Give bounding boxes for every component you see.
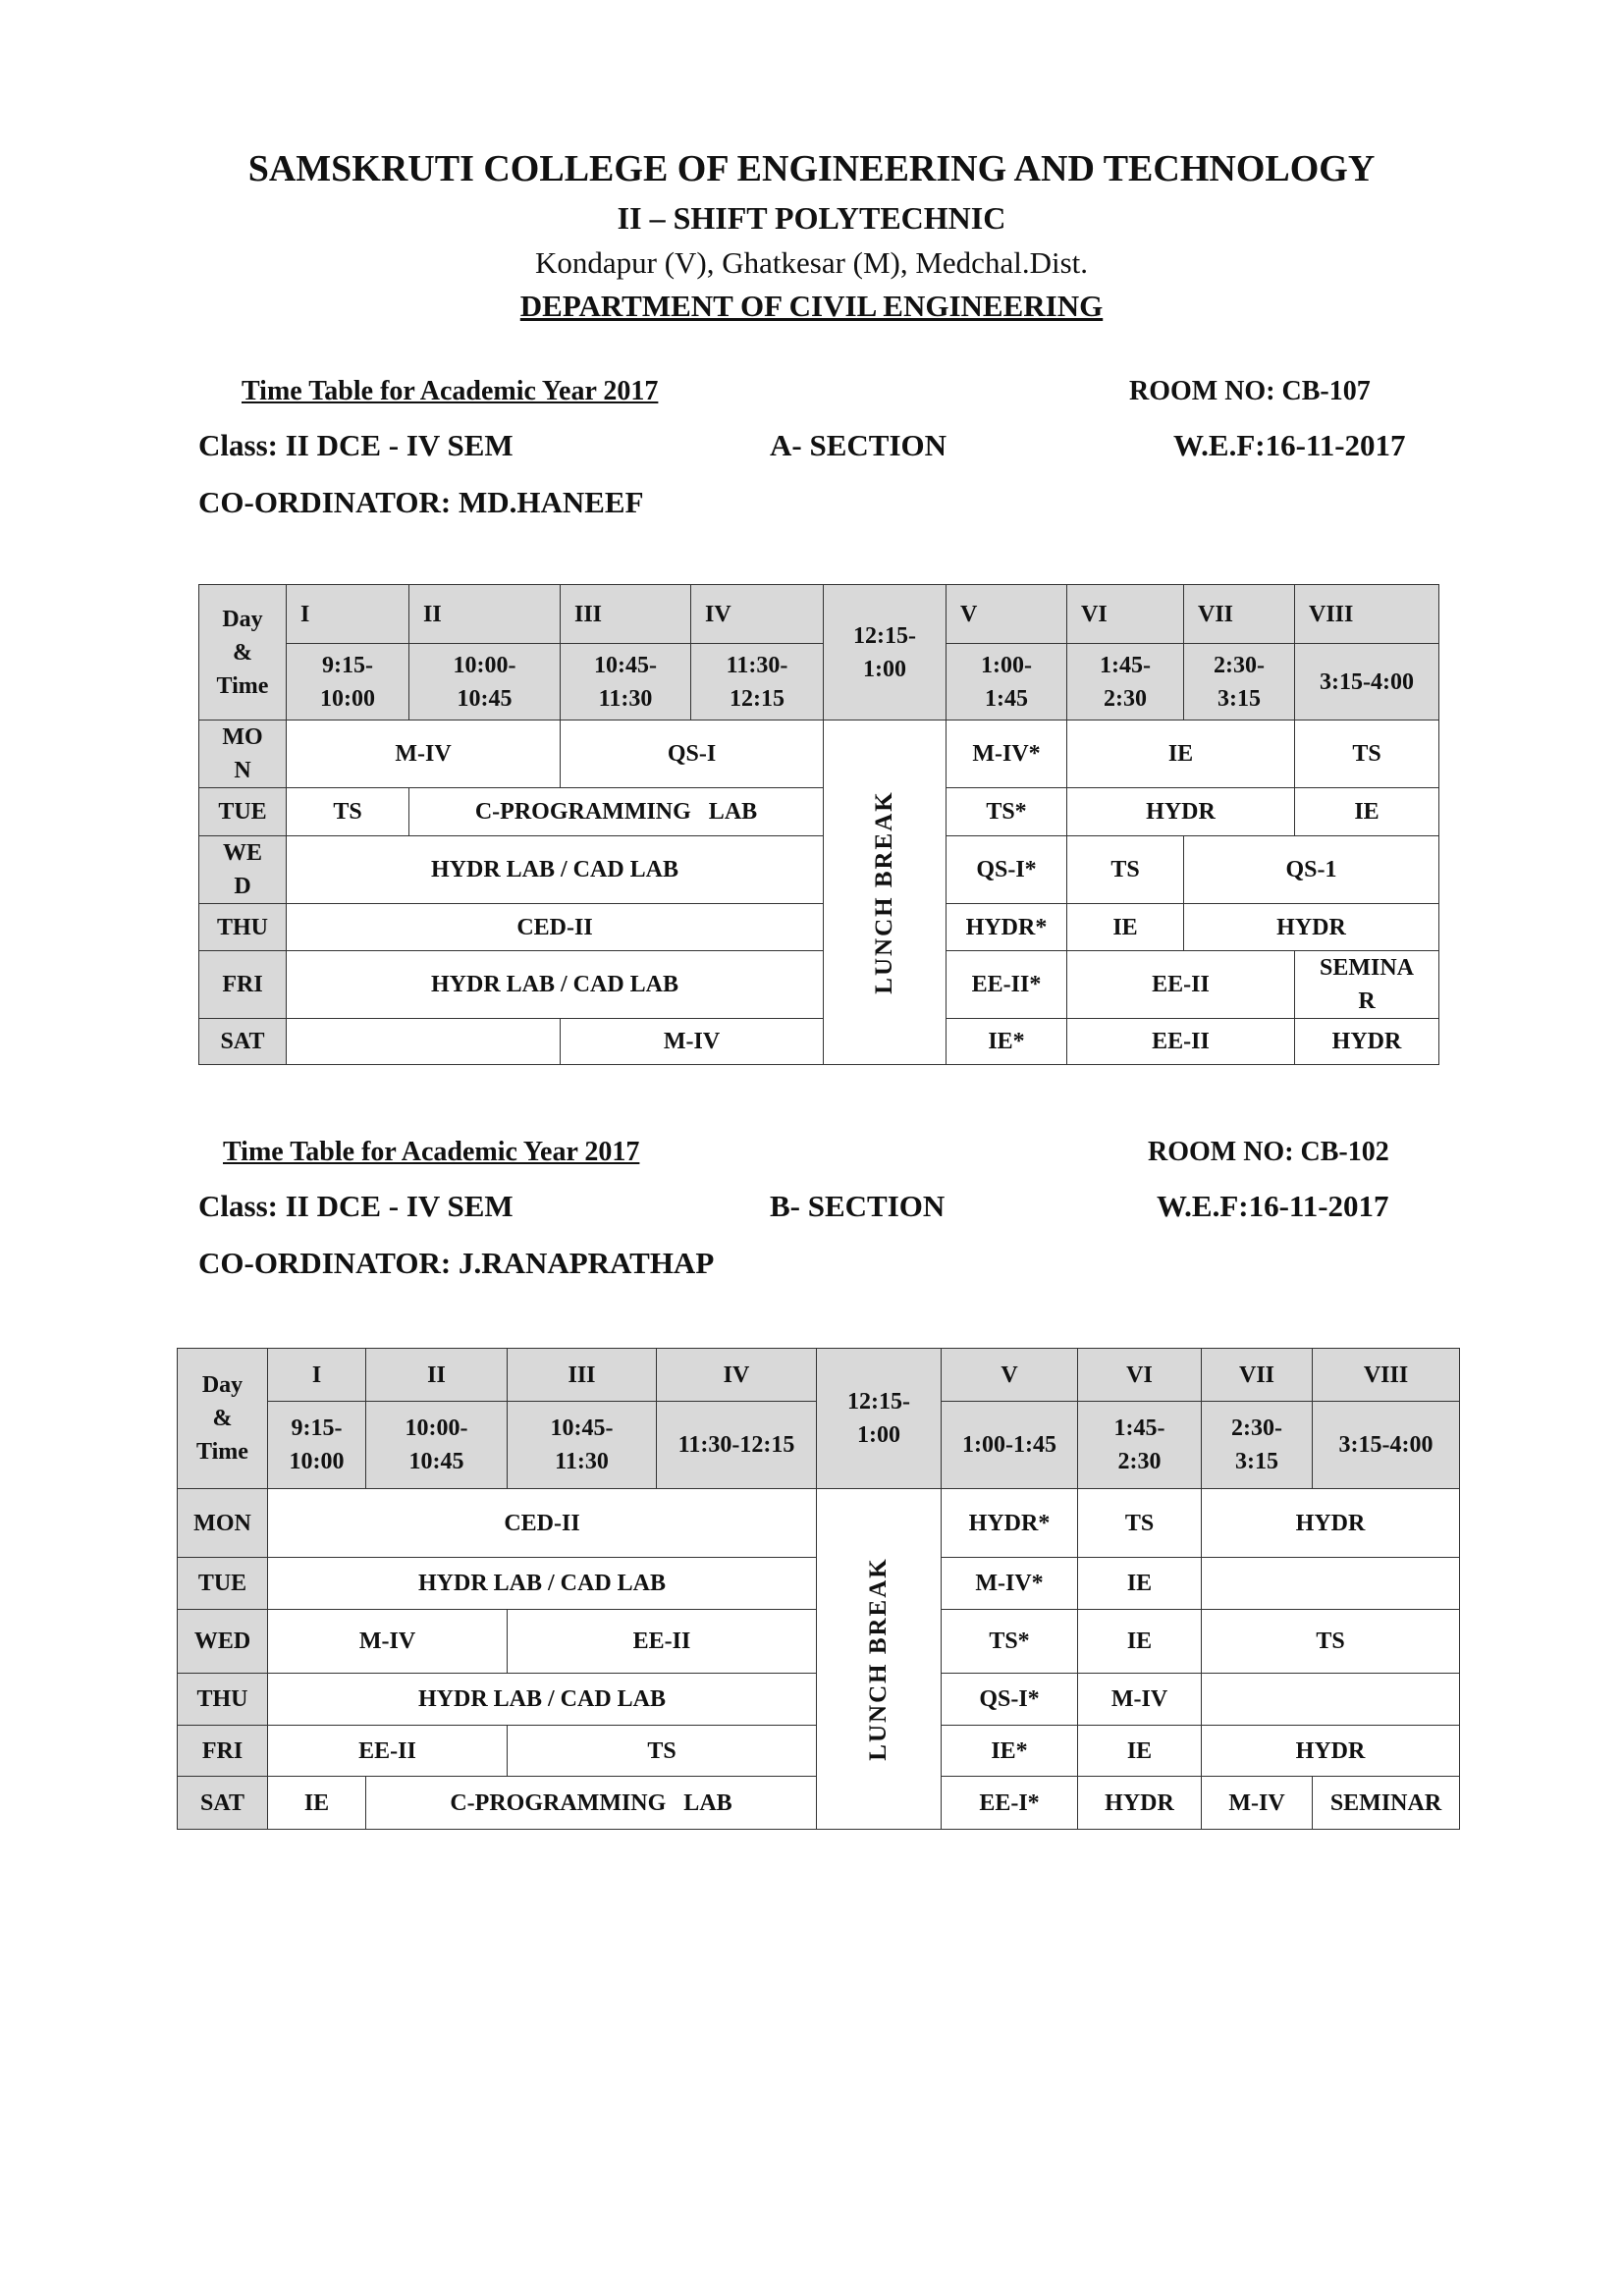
class-cell: C-PROGRAMMING LAB	[409, 788, 824, 836]
timetable-sectionB	[177, 1348, 1460, 1830]
day-label: TUE	[199, 788, 287, 836]
class-cell: EE-II*	[947, 951, 1067, 1019]
class-cell: HYDR	[1184, 904, 1439, 951]
class-cell: TS*	[947, 788, 1067, 836]
class-cell: SEMINAR	[1313, 1777, 1460, 1830]
class-cell: IE	[1078, 1558, 1202, 1610]
sectionB-room: ROOM NO: CB-102	[1148, 1137, 1389, 1167]
college-name: SAMSKRUTI COLLEGE OF ENGINEERING AND TECHNOLOGY	[247, 148, 1376, 189]
class-cell: HYDR LAB / CAD LAB	[287, 836, 824, 904]
class-cell: HYDR	[1202, 1726, 1460, 1777]
class-cell: TS	[1078, 1489, 1202, 1558]
time-slot: 11:30-12:15	[657, 1402, 817, 1489]
day-label: SAT	[178, 1777, 268, 1830]
class-cell	[1202, 1674, 1460, 1726]
time-slot: 1:00- 1:45	[947, 644, 1067, 721]
period-header: VI	[1078, 1349, 1202, 1402]
class-cell: IE	[268, 1777, 366, 1830]
class-cell: TS*	[942, 1610, 1078, 1674]
class-cell: HYDR	[1067, 788, 1295, 836]
class-cell: EE-I*	[942, 1777, 1078, 1830]
class-cell: HYDR	[1078, 1777, 1202, 1830]
class-cell: HYDR*	[947, 904, 1067, 951]
period-header: II	[366, 1349, 508, 1402]
class-cell: M-IV	[268, 1610, 508, 1674]
class-cell: IE	[1067, 721, 1295, 788]
time-slot: 11:30- 12:15	[691, 644, 824, 721]
period-header: VII	[1184, 585, 1295, 644]
sectionB-coordinator: CO-ORDINATOR: J.RANAPRATHAP	[198, 1246, 715, 1280]
class-cell: EE-II	[1067, 951, 1295, 1019]
class-cell: HYDR LAB / CAD LAB	[268, 1674, 817, 1726]
class-cell: IE*	[947, 1019, 1067, 1065]
class-cell: TS	[287, 788, 409, 836]
lunch-time-header: 12:15- 1:00	[817, 1349, 942, 1489]
period-header: VI	[1067, 585, 1184, 644]
sectionA-room: ROOM NO: CB-107	[1129, 376, 1371, 406]
lunch-time-header: 12:15- 1:00	[824, 585, 947, 721]
time-slot: 9:15- 10:00	[268, 1402, 366, 1489]
class-cell: M-IV	[1078, 1674, 1202, 1726]
day-label: THU	[199, 904, 287, 951]
class-cell	[1202, 1558, 1460, 1610]
class-cell: QS-I*	[947, 836, 1067, 904]
period-header: VIII	[1313, 1349, 1460, 1402]
day-label: SAT	[199, 1019, 287, 1065]
period-header: III	[508, 1349, 657, 1402]
day-label: WED	[178, 1610, 268, 1674]
class-cell: HYDR*	[942, 1489, 1078, 1558]
time-slot: 2:30- 3:15	[1202, 1402, 1313, 1489]
class-cell: M-IV	[1202, 1777, 1313, 1830]
day-label: FRI	[199, 951, 287, 1019]
department-title: DEPARTMENT OF CIVIL ENGINEERING	[519, 289, 1104, 323]
lunch-break: LUNCH BREAK	[817, 1489, 942, 1830]
period-header: III	[561, 585, 691, 644]
period-header: II	[409, 585, 561, 644]
period-header: IV	[657, 1349, 817, 1402]
class-cell	[287, 1019, 561, 1065]
class-cell: IE	[1067, 904, 1184, 951]
class-cell: M-IV*	[942, 1558, 1078, 1610]
day-time-header: Day & Time	[178, 1349, 268, 1489]
class-cell: EE-II	[268, 1726, 508, 1777]
sectionB-title: Time Table for Academic Year 2017	[223, 1137, 640, 1167]
class-cell: TS	[1067, 836, 1184, 904]
time-slot: 10:45- 11:30	[508, 1402, 657, 1489]
day-label: WE D	[199, 836, 287, 904]
sectionA-title: Time Table for Academic Year 2017	[242, 376, 659, 406]
time-slot: 3:15-4:00	[1313, 1402, 1460, 1489]
day-label: FRI	[178, 1726, 268, 1777]
class-cell: EE-II	[1067, 1019, 1295, 1065]
sectionA-section: A- SECTION	[770, 428, 947, 462]
class-cell: CED-II	[287, 904, 824, 951]
sectionA-wef: W.E.F:16-11-2017	[1173, 428, 1406, 462]
sectionB-section: B- SECTION	[770, 1189, 946, 1223]
time-slot: 1:45- 2:30	[1078, 1402, 1202, 1489]
period-header: V	[942, 1349, 1078, 1402]
class-cell: HYDR LAB / CAD LAB	[287, 951, 824, 1019]
class-cell: CED-II	[268, 1489, 817, 1558]
period-header: VIII	[1295, 585, 1439, 644]
day-time-header: Day & Time	[199, 585, 287, 721]
class-cell: M-IV	[561, 1019, 824, 1065]
lunch-break: LUNCH BREAK	[824, 721, 947, 1065]
class-cell: M-IV	[287, 721, 561, 788]
period-header: I	[268, 1349, 366, 1402]
timetable-sectionA	[198, 584, 1439, 1065]
class-cell: IE	[1078, 1610, 1202, 1674]
time-slot: 10:45- 11:30	[561, 644, 691, 721]
class-cell: IE	[1295, 788, 1439, 836]
time-slot: 9:15- 10:00	[287, 644, 409, 721]
class-cell: HYDR LAB / CAD LAB	[268, 1558, 817, 1610]
time-slot: 2:30- 3:15	[1184, 644, 1295, 721]
time-slot: 1:00-1:45	[942, 1402, 1078, 1489]
sectionA-coordinator: CO-ORDINATOR: MD.HANEEF	[198, 485, 644, 519]
class-cell: M-IV*	[947, 721, 1067, 788]
time-slot: 10:00- 10:45	[409, 644, 561, 721]
day-label: MO N	[199, 721, 287, 788]
class-cell: QS-I*	[942, 1674, 1078, 1726]
time-slot: 3:15-4:00	[1295, 644, 1439, 721]
sectionB-class: Class: II DCE - IV SEM	[198, 1189, 514, 1223]
class-cell: TS	[508, 1726, 817, 1777]
sectionA-class: Class: II DCE - IV SEM	[198, 428, 514, 462]
period-header: IV	[691, 585, 824, 644]
class-cell: HYDR	[1295, 1019, 1439, 1065]
class-cell: IE	[1078, 1726, 1202, 1777]
class-cell: HYDR	[1202, 1489, 1460, 1558]
period-header: V	[947, 585, 1067, 644]
class-cell: IE*	[942, 1726, 1078, 1777]
time-slot: 10:00- 10:45	[366, 1402, 508, 1489]
college-address: Kondapur (V), Ghatkesar (M), Medchal.Dist.	[534, 245, 1088, 280]
period-header: I	[287, 585, 409, 644]
class-cell: C-PROGRAMMING LAB	[366, 1777, 817, 1830]
class-cell: TS	[1295, 721, 1439, 788]
class-cell: EE-II	[508, 1610, 817, 1674]
class-cell: SEMINA R	[1295, 951, 1439, 1019]
class-cell: QS-I	[561, 721, 824, 788]
day-label: THU	[178, 1674, 268, 1726]
class-cell: TS	[1202, 1610, 1460, 1674]
class-cell: QS-1	[1184, 836, 1439, 904]
time-slot: 1:45- 2:30	[1067, 644, 1184, 721]
period-header: VII	[1202, 1349, 1313, 1402]
day-label: TUE	[178, 1558, 268, 1610]
sectionB-wef: W.E.F:16-11-2017	[1157, 1189, 1389, 1223]
day-label: MON	[178, 1489, 268, 1558]
shift-title: II – SHIFT POLYTECHNIC	[617, 200, 1006, 236]
